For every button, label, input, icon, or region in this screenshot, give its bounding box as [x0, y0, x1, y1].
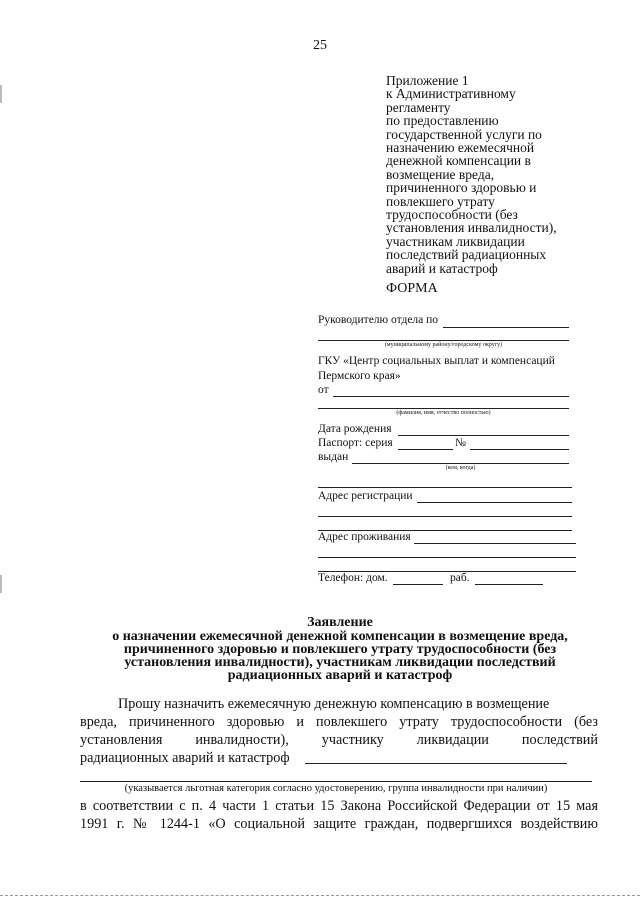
appendix-line: последствий радиационных	[386, 247, 547, 263]
appendix-block	[386, 74, 616, 275]
category-field[interactable]	[305, 763, 567, 764]
statement-subtitle-line: установления инвалидности), участникам ликвидации последствий	[124, 655, 556, 670]
scan-margin-mark	[0, 575, 2, 593]
statement-subtitle-line: радиационных аварий и катастроф	[227, 668, 453, 683]
appendix-line: денежной компенсации в	[386, 153, 531, 169]
statement-subtitle-line: о назначении ежемесячной денежной компенсации в возмещение вреда,	[112, 629, 568, 644]
birth-date-label: Дата рождения	[318, 423, 392, 435]
body-line: установления инвалидности), участнику ликвидации последствий	[80, 732, 598, 748]
scan-bottom-edge	[0, 895, 640, 897]
live-address-field[interactable]	[414, 543, 576, 544]
org-line-2: Пермского края»	[318, 370, 401, 382]
appendix-line: установления инвалидности),	[386, 220, 557, 236]
passport-series-field[interactable]	[398, 449, 453, 450]
appendix-line: аварий и катастроф	[386, 260, 498, 276]
body-line: радиационных аварий и катастроф	[80, 750, 290, 766]
appendix-line: возмещение вреда,	[386, 166, 495, 182]
category-field-line2[interactable]	[80, 781, 592, 782]
category-caption: (указывается льготная категория согласно удостоверению, группа инвалидности при наличии)	[124, 783, 548, 794]
reg-address-field[interactable]	[417, 502, 572, 503]
appendix-line: участникам ликвидации	[386, 233, 525, 249]
district-caption: (муниципальному району/городскому округу)	[384, 342, 503, 348]
law-line-1: в соответствии с п. 4 части 1 статьи 15 Закона Российской Федерации от 15 мая	[80, 798, 598, 814]
passport-number-field[interactable]	[470, 449, 569, 450]
reg-address-label: Адрес регистрации	[318, 490, 413, 502]
to-head-label: Руководителю отдела по	[318, 314, 439, 326]
body-line: вреда, причиненного здоровью и повлекшего утрату трудоспособности (без	[80, 714, 598, 730]
phone-home-field[interactable]	[393, 584, 443, 585]
appendix-line: по предоставлению	[386, 113, 499, 129]
passport-number-label: №	[455, 437, 466, 449]
appendix-line: государственной услуги по	[386, 126, 542, 142]
applicant-name-field[interactable]	[333, 396, 569, 397]
phone-home-label: Телефон: дом.	[318, 572, 388, 584]
phone-work-label: раб.	[450, 572, 470, 584]
district-field-line2[interactable]	[318, 340, 569, 341]
statement-subtitle-line: причиненного здоровью и повлекшего утрату трудоспособности (без	[123, 642, 557, 657]
appendix-line: назначению ежемесячной	[386, 140, 535, 156]
org-line-1: ГКУ «Центр социальных выплат и компенсаций	[318, 355, 555, 367]
reg-address-field-line2[interactable]	[318, 516, 572, 517]
applicant-name-field-line2[interactable]	[318, 408, 569, 409]
appendix-line: повлекшего утрату	[386, 193, 495, 209]
passport-series-label: Паспорт: серия	[318, 437, 393, 449]
statement-title: Заявление	[307, 615, 373, 630]
appendix-line: трудоспособности (без	[386, 207, 518, 223]
appendix-line: причиненного здоровью и	[386, 180, 537, 196]
issued-field[interactable]	[352, 463, 569, 464]
district-field[interactable]	[443, 327, 569, 328]
phone-work-field[interactable]	[475, 584, 543, 585]
body-line: Прошу назначить ежемесячную денежную компенсацию в возмещение	[118, 696, 550, 712]
appendix-line: регламенту	[386, 99, 451, 115]
issued-label: выдан	[318, 451, 349, 463]
scan-margin-mark	[0, 85, 2, 103]
appendix-line: к Административному	[386, 86, 516, 102]
live-address-label: Адрес проживания	[318, 531, 411, 543]
appendix-line: Приложение 1	[386, 73, 469, 88]
form-label: ФОРМА	[386, 281, 438, 296]
issued-field-line2[interactable]	[318, 487, 572, 488]
law-line-2: 1991 г. № 1244-1 «О социальной защите граждан, подвергшихся воздействию	[80, 816, 598, 832]
live-address-field-line2[interactable]	[318, 557, 576, 558]
issued-caption: (кем, когда)	[445, 465, 476, 471]
page-number: 25	[313, 38, 327, 53]
birth-date-field[interactable]	[398, 435, 569, 436]
from-label: от	[318, 384, 329, 396]
name-caption: (фамилия, имя, отчество полностью)	[396, 410, 491, 416]
